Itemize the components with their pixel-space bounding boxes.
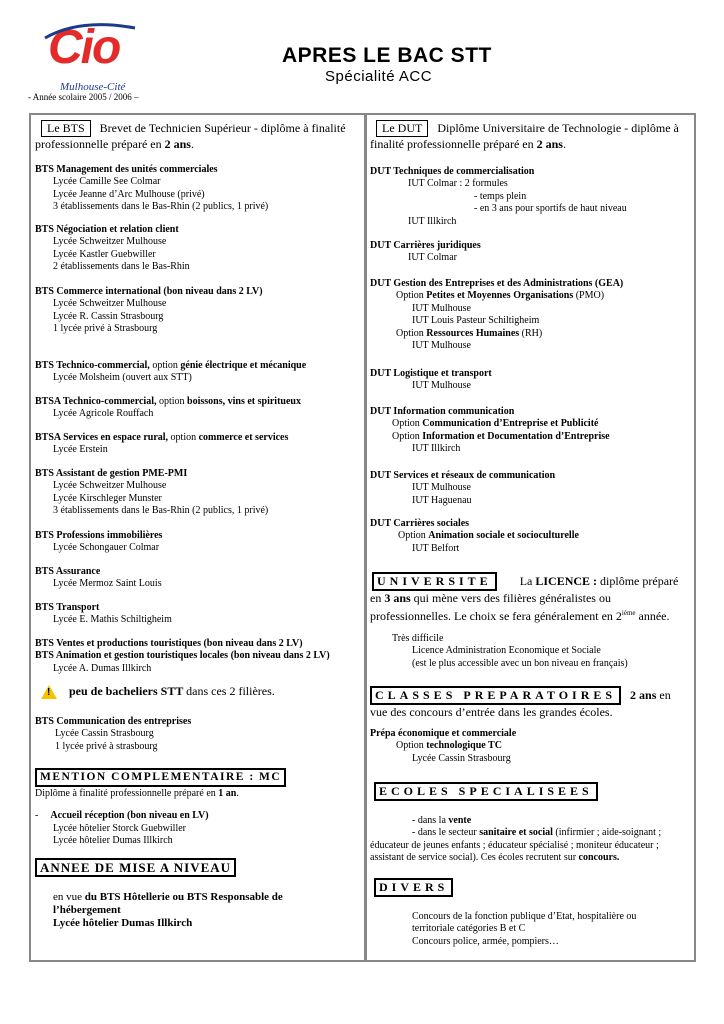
dut-tc: DUT Techniques de commercialisation IUT Colmar : 2 formules - temps plein - en 3 ans pour sportifs de haut niveau IUT Illkirch xyxy=(370,166,627,227)
ecoles-box: ECOLES SPECIALISEES xyxy=(374,782,598,801)
page-title: APRES LE BAC STT xyxy=(282,44,492,67)
classes-prepa-box: CLASSES PREPARATOIRES xyxy=(370,686,621,705)
dut-src: DUT Services et réseaux de communication IUT Mulhouse IUT Haguenau xyxy=(370,470,556,506)
logo-city: Mulhouse-Cité xyxy=(60,81,126,93)
bts-pi: BTS Professions immobilières Lycée Schongauer Colmar xyxy=(35,530,163,554)
amn-section: ANNEE DE MISE A NIVEAU en vue du BTS Hôtellerie ou BTS Responsable de l’hébergement Lycée hôtelier Dumas Illkirch xyxy=(35,858,360,930)
bts-tourisme: BTS Ventes et productions touristiques (bon niveau dans 2 LV) BTS Animation et gestion touristiques locales (bon niveau dans 2 LV) Lycée A. Dumas Illkirch xyxy=(35,638,330,674)
cio-logo: Cio xyxy=(48,21,120,74)
ecoles-section: ECOLES SPECIALISEES - dans la vente - dans le secteur sanitaire et social (infirmier ; aide-soignant ; éducateur de jeunes enfants ; éducateur spécialisé ; moniteur éducateur ; assistant de service social). Ces écoles recrutent sur concours. xyxy=(370,784,662,864)
btsa-ser: BTSA Services en espace rural, option commerce et services Lycée Erstein xyxy=(35,432,289,456)
dut-lt: DUT Logistique et transport IUT Mulhouse xyxy=(370,368,492,392)
dut-intro: Le DUT Diplôme Universitaire de Technologie - diplôme à finalité professionnelle préparé en 2 ans. xyxy=(370,121,679,151)
bts-transport: BTS Transport Lycée E. Mathis Schiltigheim xyxy=(35,602,172,626)
btsa-tc: BTSA Technico-commercial, option boissons, vins et spiritueux Lycée Agricole Rouffach xyxy=(35,396,301,420)
logo-swoosh-icon xyxy=(40,22,140,42)
bts-tc: BTS Technico-commercial, option génie électrique et mécanique Lycée Molsheim (ouvert aux STT) xyxy=(35,360,307,384)
classes-prepa-section: CLASSES PREPARATOIRES 2 ans en vue des concours d’entrée dans les grandes écoles. Prépa économique et commerciale Option technologique TC Lycée Cassin Strasbourg xyxy=(370,688,671,764)
warning-icon: ! xyxy=(41,685,57,699)
mc-box: MENTION COMPLEMENTAIRE : MC xyxy=(35,768,286,787)
dut-box: Le DUT xyxy=(376,120,428,137)
column-divider xyxy=(364,113,367,962)
amn-box: ANNEE DE MISE A NIVEAU xyxy=(35,858,236,877)
bts-muc: BTS Management des unités commerciales Lycée Camille See Colmar Lycée Jeanne d’Arc Mulhouse (privé) 3 établissements dans le Bas-Rhin (2 publics, 1 privé) xyxy=(35,164,269,213)
divers-box: DIVERS xyxy=(374,878,453,897)
dut-cj: DUT Carrières juridiques IUT Colmar xyxy=(370,240,481,264)
bts-com: BTS Communication des entreprises Lycée Cassin Strasbourg 1 lycée privé à strasbourg xyxy=(35,716,192,752)
bts-nrc: BTS Négociation et relation client Lycée Schweitzer Mulhouse Lycée Kastler Guebwiller 2 établissements dans le Bas-Rhin xyxy=(35,224,190,273)
page-subtitle: Spécialité ACC xyxy=(325,68,433,85)
bts-intro: Le BTS Brevet de Technicien Supérieur - diplôme à finalité professionnelle préparé en 2 ans. xyxy=(35,121,346,151)
dut-ic: DUT Information communication Option Communication d’Entreprise et Publicité Option Information et Documentation d’Entreprise IUT Illkirch xyxy=(370,406,610,455)
dut-gea: DUT Gestion des Entreprises et des Administrations (GEA) Option Petites et Moyennes Organisations (PMO) IUT Mulhouse IUT Louis Pasteur Schiltigheim Option Ressources Humaines (RH) IUT Mulhouse xyxy=(370,278,624,352)
bts-ci: BTS Commerce international (bon niveau dans 2 LV) Lycée Schweitzer Mulhouse Lycée R. Cassin Strasbourg 1 lycée privé à Strasbourg xyxy=(35,286,263,335)
bts-ag: BTS Assistant de gestion PME-PMI Lycée Schweitzer Mulhouse Lycée Kirschleger Munster 3 établissements dans le Bas-Rhin (2 publics, 1 privé) xyxy=(35,468,269,517)
dut-cs: DUT Carrières sociales Option Animation sociale et socioculturelle IUT Belfort xyxy=(370,518,579,554)
school-year: - Année scolaire 2005 / 2006 – xyxy=(28,92,139,102)
universite-section: UNIVERSITE La LICENCE : diplôme préparé en 3 ans qui mène vers des filières généralistes ou professionnelles. Le choix se fera généralement en 2ième année. Très difficile Licence Administration Economique et Sociale (est le plus accessible avec un bon niveau en français) xyxy=(370,574,679,669)
mc-section: MENTION COMPLEMENTAIRE : MC Diplôme à finalité professionnelle préparé en 1 an. - Accueil réception (bon niveau en LV) Lycée hôtelier Storck Guebwiller Lycée hôtelier Dumas Illkirch xyxy=(35,768,360,848)
universite-box: UNIVERSITE xyxy=(372,572,497,591)
bts-assurance: BTS Assurance Lycée Mermoz Saint Louis xyxy=(35,566,162,590)
bts-box: Le BTS xyxy=(41,120,91,137)
warning-note: ! peu de bacheliers STT dans ces 2 filières. xyxy=(35,685,360,699)
divers-section: DIVERS Concours de la fonction publique d’Etat, hospitalière ou territoriale catégories B et C Concours police, armée, pompiers… xyxy=(370,878,690,948)
